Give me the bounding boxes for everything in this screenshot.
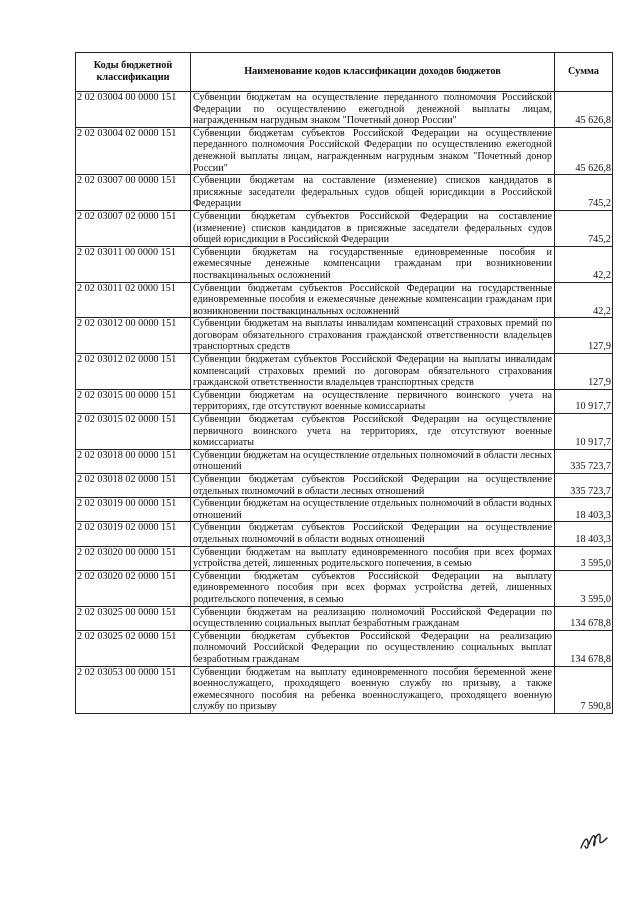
cell-name: Субвенции бюджетам субъектов Российской Федерации на составление (изменение) списков кандидатов в присяжные заседатели федеральных судов общей юрисдикции в Российской Федерации [191,210,555,246]
header-code: Коды бюджетной классификации [76,53,191,92]
table-row [76,246,613,282]
cell-code: 2 02 03020 00 0000 151 [76,546,191,570]
cell-name: Субвенции бюджетам на составление (изменение) списков кандидатов в присяжные заседатели федеральных судов общей юрисдикции в Российской Федерации [191,175,555,211]
cell-name: Субвенции бюджетам на осуществление первичного воинского учета на территориях, где отсутствуют военные комиссариаты [191,389,555,413]
cell-code: 2 02 03020 02 0000 151 [76,570,191,606]
table-row [76,474,613,498]
table-row [76,498,613,522]
cell-name: Субвенции бюджетам на выплату единовременного пособия беременной жене военнослужащего, проходящего военную службу по призыву, а также ежемесячного пособия на ребенка военнослужащего, проходящего военную службу по призыву [191,666,555,713]
cell-code: 2 02 03011 00 0000 151 [76,246,191,282]
cell-name: Субвенции бюджетам на осуществление переданного полномочия Российской Федерации по осуществлению ежегодной денежной выплаты лицам, награжденным нагрудным знаком "Почетный донор России" [191,92,555,128]
cell-code: 2 02 03053 00 0000 151 [76,666,191,713]
cell-sum: 134 678,8 [555,606,613,630]
cell-sum: 335 723,7 [555,474,613,498]
handwritten-signature-icon [578,826,610,854]
cell-code: 2 02 03018 02 0000 151 [76,474,191,498]
cell-name: Субвенции бюджетам на выплату единовременного пособия при всех формах устройства детей, лишенных родительского попечения, в семью [191,546,555,570]
table-row [76,606,613,630]
table-row [76,666,613,713]
table-row [76,522,613,546]
table-row [76,282,613,318]
cell-name: Субвенции бюджетам субъектов Российской Федерации на осуществление переданного полномочия Российской Федерации по осуществлению ежегодной денежной выплаты лицам, награжденным нагрудным знаком "Почетный донор России" [191,127,555,174]
cell-name: Субвенции бюджетам субъектов Российской Федерации на выплаты инвалидам компенсаций страховых премий по договорам обязательного страхования гражданской ответственности владельцев транспортных средств [191,354,555,390]
cell-sum: 42,2 [555,282,613,318]
cell-sum: 7 590,8 [555,666,613,713]
cell-code: 2 02 03007 02 0000 151 [76,210,191,246]
cell-sum: 134 678,8 [555,630,613,666]
table-header-row [76,53,613,92]
cell-code: 2 02 03019 02 0000 151 [76,522,191,546]
cell-code: 2 02 03025 02 0000 151 [76,630,191,666]
budget-codes-table [75,52,613,714]
cell-name: Субвенции бюджетам субъектов Российской Федерации на реализацию полномочий Российской Федерации по осуществлению социальных выплат безработным гражданам [191,630,555,666]
header-sum: Сумма [555,53,613,92]
table-row [76,318,613,354]
cell-name: Субвенции бюджетам субъектов Российской Федерации на осуществление отдельных полномочий в области водных отношений [191,522,555,546]
cell-name: Субвенции бюджетам на государственные единовременные пособия и ежемесячные денежные компенсации гражданам при возникновении поствакцинальных осложнений [191,246,555,282]
document-page [75,52,612,714]
table-row [76,414,613,450]
cell-name: Субвенции бюджетам субъектов Российской Федерации на осуществление первичного воинского учета на территориях, где отсутствуют военные комиссариаты [191,414,555,450]
table-row [76,210,613,246]
table-row [76,127,613,174]
table-row [76,389,613,413]
cell-code: 2 02 03018 00 0000 151 [76,449,191,473]
cell-sum: 335 723,7 [555,449,613,473]
cell-code: 2 02 03011 02 0000 151 [76,282,191,318]
table-row [76,570,613,606]
cell-sum: 45 626,8 [555,127,613,174]
table-row [76,175,613,211]
cell-name: Субвенции бюджетам на реализацию полномочий Российской Федерации по осуществлению социальных выплат безработным гражданам [191,606,555,630]
cell-name: Субвенции бюджетам на осуществление отдельных полномочий в области водных отношений [191,498,555,522]
cell-code: 2 02 03004 00 0000 151 [76,92,191,128]
cell-sum: 45 626,8 [555,92,613,128]
cell-sum: 10 917,7 [555,389,613,413]
table-row [76,630,613,666]
cell-sum: 18 403,3 [555,498,613,522]
cell-sum: 745,2 [555,210,613,246]
cell-sum: 18 403,3 [555,522,613,546]
cell-sum: 3 595,0 [555,570,613,606]
cell-code: 2 02 03015 00 0000 151 [76,389,191,413]
table-row [76,354,613,390]
cell-sum: 127,9 [555,354,613,390]
cell-sum: 745,2 [555,175,613,211]
cell-name: Субвенции бюджетам субъектов Российской Федерации на выплату единовременного пособия при всех формах устройства детей, лишенных родительского попечения, в семью [191,570,555,606]
cell-sum: 42,2 [555,246,613,282]
table-row [76,546,613,570]
cell-sum: 10 917,7 [555,414,613,450]
cell-name: Субвенции бюджетам субъектов Российской Федерации на государственные единовременные пособия и ежемесячные денежные компенсации гражданам при возникновении поствакцинальных осложнений [191,282,555,318]
cell-sum: 3 595,0 [555,546,613,570]
header-name: Наименование кодов классификации доходов бюджетов [191,53,555,92]
table-body [76,92,613,714]
cell-code: 2 02 03004 02 0000 151 [76,127,191,174]
cell-code: 2 02 03007 00 0000 151 [76,175,191,211]
table-row [76,449,613,473]
cell-name: Субвенции бюджетам на осуществление отдельных полномочий в области лесных отношений [191,449,555,473]
cell-name: Субвенции бюджетам субъектов Российской Федерации на осуществление отдельных полномочий в области лесных отношений [191,474,555,498]
cell-sum: 127,9 [555,318,613,354]
cell-code: 2 02 03025 00 0000 151 [76,606,191,630]
cell-code: 2 02 03012 00 0000 151 [76,318,191,354]
table-row [76,92,613,128]
cell-code: 2 02 03012 02 0000 151 [76,354,191,390]
cell-name: Субвенции бюджетам на выплаты инвалидам компенсаций страховых премий по договорам обязательного страхования гражданской ответственности владельцев транспортных средств [191,318,555,354]
cell-code: 2 02 03015 02 0000 151 [76,414,191,450]
cell-code: 2 02 03019 00 0000 151 [76,498,191,522]
